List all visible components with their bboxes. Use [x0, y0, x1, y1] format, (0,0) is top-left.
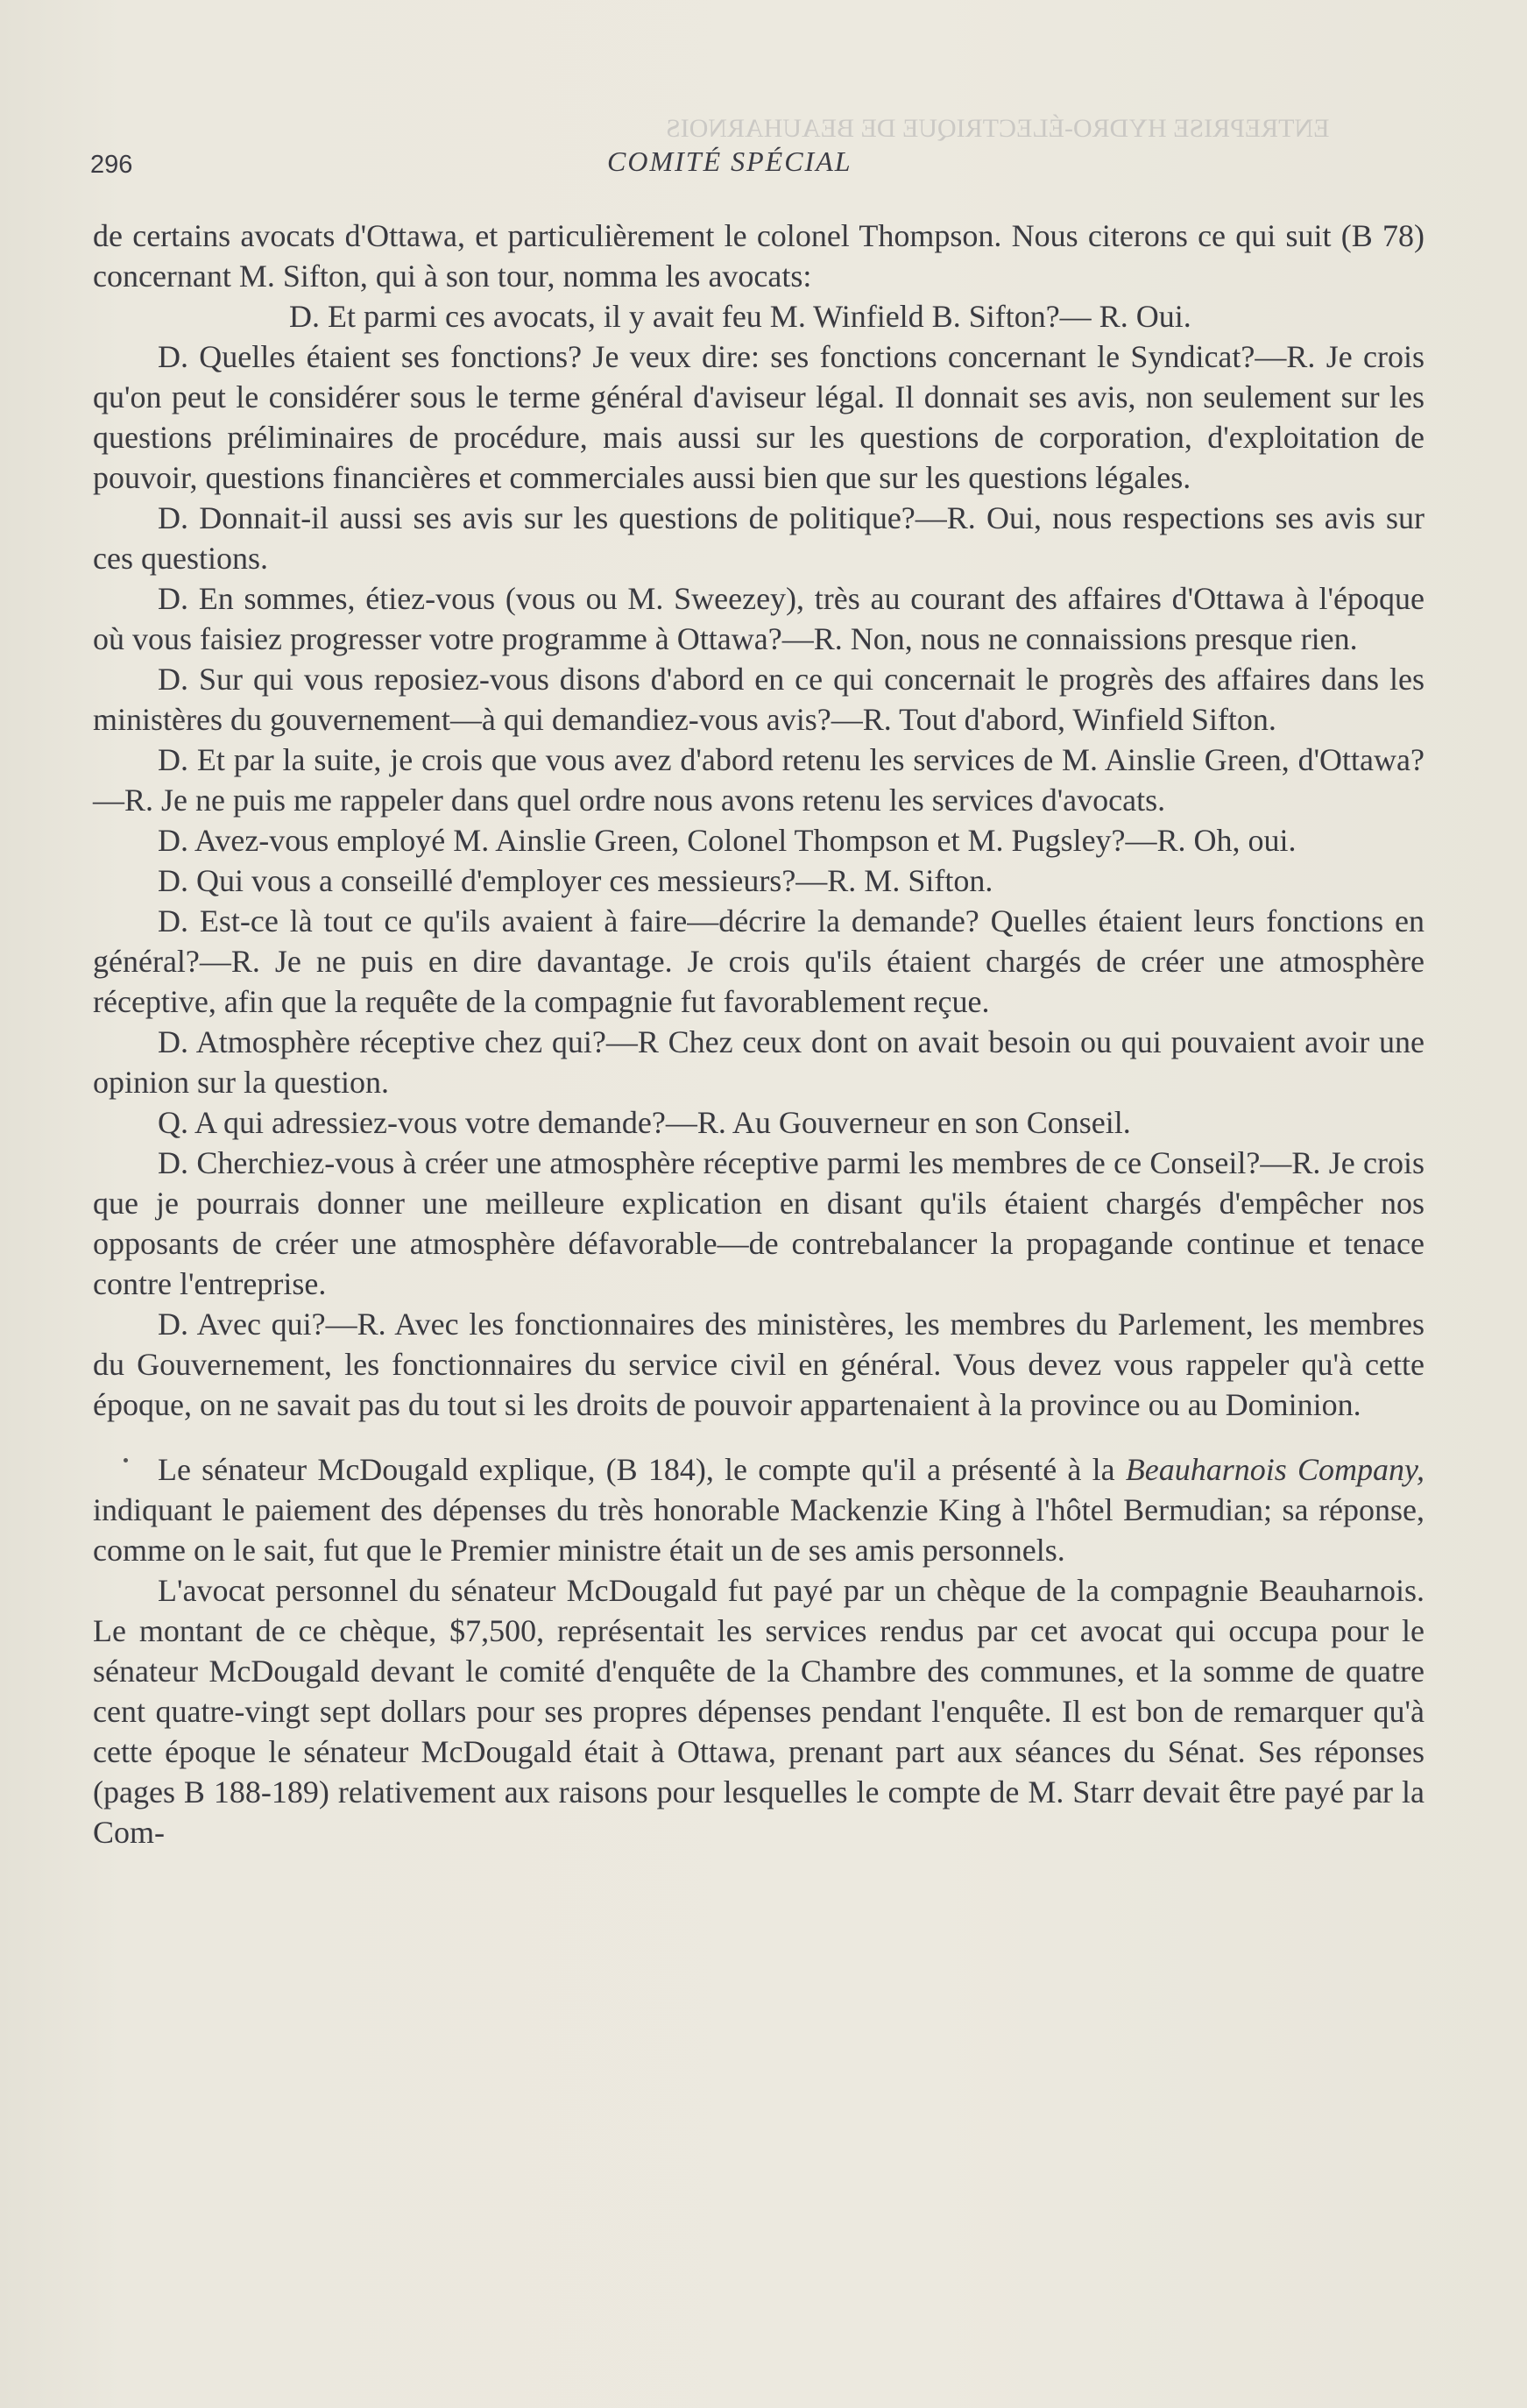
paragraph-mcdougald-account [93, 1449, 1424, 1570]
qa-entry: Q. A qui adressiez-vous votre demande?—R. Au Gouverneur en son Conseil. [158, 1105, 1131, 1140]
qa-entry: D. Quelles étaient ses fonctions? Je veux dire: ses fonctions concernant le Syndicat?—R. Je crois qu'on peut le considérer sous le terme général d'aviseur légal. Il donnait ses avis, non seulement sur les questions préliminaires de procédure, mais aussi sur les questions de corporation, d'exploitation de pouvoir, questions financières et commerciales aussi bien que sur les questions légales. [93, 339, 1424, 495]
page-number: 296 [90, 151, 133, 179]
qa-entry: D. Donnait-il aussi ses avis sur les questions de politique?—R. Oui, nous respections ses avis sur ces questions. [93, 500, 1424, 576]
qa-entry: D. Sur qui vous reposiez-vous disons d'abord en ce qui concernait le progrès des affaires dans les ministères du gouvernement—à qui demandiez-vous avis?—R. Tout d'abord, Winfield Sifton. [93, 662, 1424, 737]
qa-entry: D. Qui vous a conseillé d'employer ces messieurs?—R. M. Sifton. [158, 863, 993, 898]
company-name: Beauharnois Company, [1125, 1452, 1424, 1487]
ink-speck [124, 1458, 128, 1463]
qa-entry: D. Est-ce là tout ce qu'ils avaient à faire—décrire la demande? Quelles étaient leurs fonctions en général?—R. Je ne puis en dire davantage. Je crois qu'ils étaient chargés de créer une atmosphère réceptive, afin que la requête de la compagnie fut favorablement reçue. [93, 903, 1424, 1019]
qa-entry: D. Avez-vous employé M. Ainslie Green, Colonel Thompson et M. Pugsley?—R. Oh, oui. [158, 823, 1297, 858]
page-header [90, 140, 1422, 184]
body-text [93, 216, 1424, 1852]
paragraph-text: indiquant le paiement des dépenses du très honorable Mackenzie King à l'hôtel Bermudian; sa réponse, comme on le sait, fut que le Premier ministre était un de ses amis personnels. [93, 1492, 1424, 1568]
qa-entry: D. Atmosphère réceptive chez qui?—R Chez ceux dont on avait besoin ou qui pouvaient avoir une opinion sur la question. [93, 1024, 1424, 1100]
intro-paragraph: de certains avocats d'Ottawa, et particulièrement le colonel Thompson. Nous citerons ce qui suit (B 78) concernant M. Sifton, qui à son tour, nomma les avocats: [93, 218, 1424, 294]
qa-entry: D. Et par la suite, je crois que vous avez d'abord retenu les services de M. Ainslie Green, d'Ottawa?—R. Je ne puis me rappeler dans quel ordre nous avons retenu les services d'avocats. [93, 742, 1424, 818]
qa-entry [93, 296, 1424, 336]
running-title: COMITÉ SPÉCIAL [607, 145, 852, 177]
qa-entry: D. Cherchiez-vous à créer une atmosphère réceptive parmi les membres de ce Conseil?—R. Je crois que je pourrais donner une meilleure explication en disant qu'ils étaient chargés d'empêcher nos opposants de créer une atmosphère défavorable—de contrebalancer la propagande continue et tenace contre l'entreprise. [93, 1145, 1424, 1301]
qa-entry: D. En sommes, étiez-vous (vous ou M. Sweezey), très au courant des affaires d'Ottawa à l'époque où vous faisiez progresser votre programme à Ottawa?—R. Non, nous ne connaissions presque rien. [93, 581, 1424, 656]
paragraph-lawyer-payment: L'avocat personnel du sénateur McDougald fut payé par un chèque de la compagnie Beauharnois. Le montant de ce chèque, $7,500, représentait les services rendus par cet avocat qui occupa pour le sénateur McDougald devant le comité d'enquête de la Chambre des communes, et la somme de quatre cent quatre-vingt sept dollars pour ses propres dépenses pendant l'enquête. Il est bon de remarquer qu'à cette époque le sénateur McDougald était à Ottawa, prenant part aux séances du Sénat. Ses réponses (pages B 188-189) relativement aux raisons pour lesquelles le compte de M. Starr devait être payé par la Com- [93, 1573, 1424, 1850]
paragraph-text: Le sénateur McDougald explique, (B 184), le compte qu'il a présenté à la [158, 1452, 1126, 1487]
bleed-through-text: ENTREPRISE HYDRO-ÉLECTRIQUE DE BEAUHARNOIS [666, 114, 1330, 143]
qa-entry-text: D. Et parmi ces avocats, il y avait feu M. Winfield B. Sifton?— R. Oui. [289, 299, 1191, 334]
qa-entry: D. Avec qui?—R. Avec les fonctionnaires des ministères, les membres du Parlement, les membres du Gouvernement, les fonctionnaires du service civil en général. Vous devez vous rappeler qu'à cette époque, on ne savait pas du tout si les droits de pouvoir appartenaient à la province ou au Dominion. [93, 1307, 1424, 1422]
